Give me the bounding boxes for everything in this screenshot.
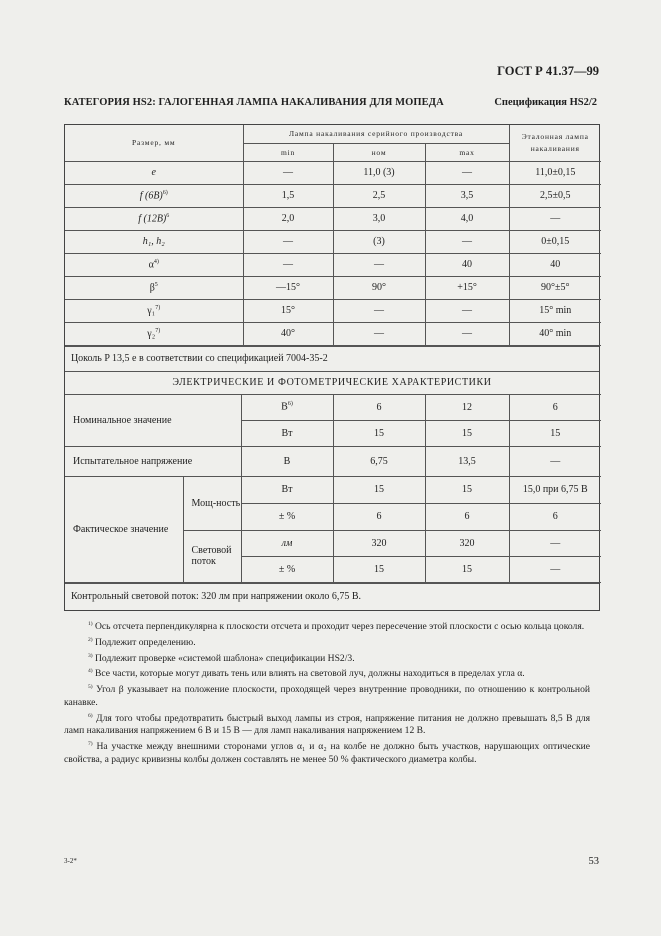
unit: B	[281, 401, 288, 413]
dim-nom: (3)	[333, 230, 425, 253]
reference-header: Эталонная лампа накаливания	[509, 125, 601, 161]
dim-max: 40	[425, 253, 509, 276]
value-cell: 15	[333, 420, 425, 446]
value-cell: 320	[333, 530, 425, 556]
dim-min: 15°	[243, 299, 333, 322]
dim-min: 40°	[243, 322, 333, 345]
dim-label: f (6B)	[139, 190, 163, 202]
table-row	[65, 253, 601, 276]
nom-header: ном	[333, 143, 425, 161]
footnote: $^{4)}$ Все части, которые могут дивать тень или влиять на световой луч, должны находиться в пределах угла α.	[88, 668, 525, 680]
footnote: $^{2)}$ Подлежит определению.	[88, 636, 196, 648]
dim-label: γ₁	[147, 305, 156, 317]
dim-max: +15°	[425, 276, 509, 299]
dim-footnote: 4)	[153, 258, 159, 265]
actual-value-label: Фактическое значение	[65, 476, 183, 582]
dim-max: 3,5	[425, 184, 509, 207]
min-header: min	[243, 143, 333, 161]
dim-label: e	[151, 167, 156, 178]
specification-label: Спецификация HS2/2	[494, 97, 597, 108]
dim-min: 2,0	[243, 207, 333, 230]
unit: лм	[241, 530, 333, 556]
dim-nom: —	[333, 253, 425, 276]
dim-ref: 15° min	[509, 299, 601, 322]
page-number: 53	[588, 856, 599, 867]
footer-sheet-mark: 3-2*	[64, 857, 77, 865]
table-row	[65, 394, 601, 420]
unit: ± %	[241, 556, 333, 582]
table-row	[65, 476, 601, 503]
table-row	[65, 276, 601, 299]
dimensions-table	[65, 125, 601, 346]
dim-nom: 3,0	[333, 207, 425, 230]
footnotes	[64, 618, 590, 766]
footnote: $^{3)}$ Подлежит проверке «системой шаблона» спецификации HS2/3.	[88, 652, 355, 664]
dim-nom: —	[333, 322, 425, 345]
dim-ref: 90°±5°	[509, 276, 601, 299]
dim-footnote: 5	[154, 281, 158, 288]
dim-label: h₁, h₂	[142, 236, 165, 247]
max-header: max	[425, 143, 509, 161]
unit: B	[241, 446, 333, 476]
dim-min: —15°	[243, 276, 333, 299]
value-cell: 6	[333, 503, 425, 530]
value-cell: 12	[425, 394, 509, 420]
electrical-table	[65, 394, 601, 583]
value-cell: 15,0 при 6,75 B	[509, 476, 601, 503]
table-row	[65, 230, 601, 253]
footnote: $^{5)}$ Угол β указывает на положение плоскости, проходящей через внутренние проводники, по отношению к контрольной канавке.	[64, 684, 590, 708]
dim-min: —	[243, 253, 333, 276]
dim-ref: 40	[509, 253, 601, 276]
dim-ref: 40° min	[509, 322, 601, 345]
dim-min: —	[243, 230, 333, 253]
footnote: $^{7)}$ На участке между внешними сторонами углов α₁ и α₂ на колбе не должно быть участков, нарушающих оптические свойства, а радиус кривизны колбы должен составлять не менее 50 % фактического диаметра колбы.	[64, 740, 591, 765]
unit: Вт	[241, 420, 333, 446]
dim-ref: 2,5±0,5	[509, 184, 601, 207]
table-row	[65, 299, 601, 322]
dim-max: —	[425, 299, 509, 322]
dim-footnote: 6	[166, 212, 170, 219]
unit: Вт	[241, 476, 333, 503]
dim-footnote: 6)	[162, 189, 168, 196]
unit-footnote: 6)	[287, 401, 293, 408]
electrical-section-title: ЭЛЕКТРИЧЕСКИЕ И ФОТОМЕТРИЧЕСКИЕ ХАРАКТЕРИСТИКИ	[65, 371, 599, 394]
value-cell: 15	[425, 420, 509, 446]
dim-nom: 90°	[333, 276, 425, 299]
value-cell: 6	[333, 394, 425, 420]
serial-header: Лампа накаливания серийного производства	[243, 125, 509, 143]
power-label: Мощ-ность	[183, 476, 241, 530]
value-cell: 15	[333, 556, 425, 582]
spec-table-frame	[64, 124, 600, 611]
dim-label: β	[149, 282, 155, 294]
dim-max: —	[425, 322, 509, 345]
dim-min: —	[243, 161, 333, 184]
value-cell: 13,5	[425, 446, 509, 476]
base-note: Цоколь P 13,5 e в соответствии со спецификацией 7004-35-2	[65, 346, 599, 371]
dim-footnote: 7)	[155, 304, 161, 311]
dim-nom: 2,5	[333, 184, 425, 207]
dim-label: γ₂	[147, 328, 156, 340]
value-cell: 15	[509, 420, 601, 446]
flux-label: Световой поток	[183, 530, 241, 582]
dim-ref: —	[509, 207, 601, 230]
dim-label: α	[148, 259, 154, 271]
value-cell: 6	[425, 503, 509, 530]
value-cell: 320	[425, 530, 509, 556]
size-header: Размер, мм	[65, 125, 243, 161]
table-row	[65, 322, 601, 345]
test-voltage-label: Испытательное напряжение	[65, 446, 241, 476]
value-cell: 6	[509, 394, 601, 420]
value-cell: 15	[425, 476, 509, 503]
table-row	[65, 207, 601, 230]
dim-max: —	[425, 230, 509, 253]
value-cell: 6	[509, 503, 601, 530]
unit: ± %	[241, 503, 333, 530]
table-row	[65, 161, 601, 184]
dim-label: f (12B)	[138, 213, 167, 225]
dim-nom: 11,0 (3)	[333, 161, 425, 184]
value-cell: —	[509, 530, 601, 556]
control-flux-note: Контрольный световой поток: 320 лм при напряжении около 6,75 B.	[65, 583, 599, 610]
category-title: КАТЕГОРИЯ HS2: ГАЛОГЕННАЯ ЛАМПА НАКАЛИВАНИЯ ДЛЯ МОПЕДА	[64, 97, 444, 108]
dim-ref: 0±0,15	[509, 230, 601, 253]
footnote: $^{1)}$ Ось отсчета перпендикулярна к плоскости отсчета и проходит через пересечение этой плоскости с осью кольца цоколя.	[88, 621, 585, 633]
dim-max: 4,0	[425, 207, 509, 230]
value-cell: —	[509, 446, 601, 476]
value-cell: —	[509, 556, 601, 582]
dim-min: 1,5	[243, 184, 333, 207]
dim-nom: —	[333, 299, 425, 322]
nominal-label: Номинальное значение	[65, 394, 241, 446]
dim-footnote: 7)	[155, 327, 161, 334]
footnote: $^{6)}$ Для того чтобы предотвратить быстрый выход лампы из строя, напряжение питания не должно превышать 8,5 B для ламп накаливания напряжением 6 B и 15 B — для ламп накаливания напряжением 12 B.	[64, 712, 591, 737]
table-row	[65, 446, 601, 476]
standard-number: ГОСТ Р 41.37—99	[497, 64, 599, 78]
dim-max: —	[425, 161, 509, 184]
value-cell: 15	[425, 556, 509, 582]
dim-ref: 11,0±0,15	[509, 161, 601, 184]
table-row	[65, 184, 601, 207]
value-cell: 15	[333, 476, 425, 503]
value-cell: 6,75	[333, 446, 425, 476]
